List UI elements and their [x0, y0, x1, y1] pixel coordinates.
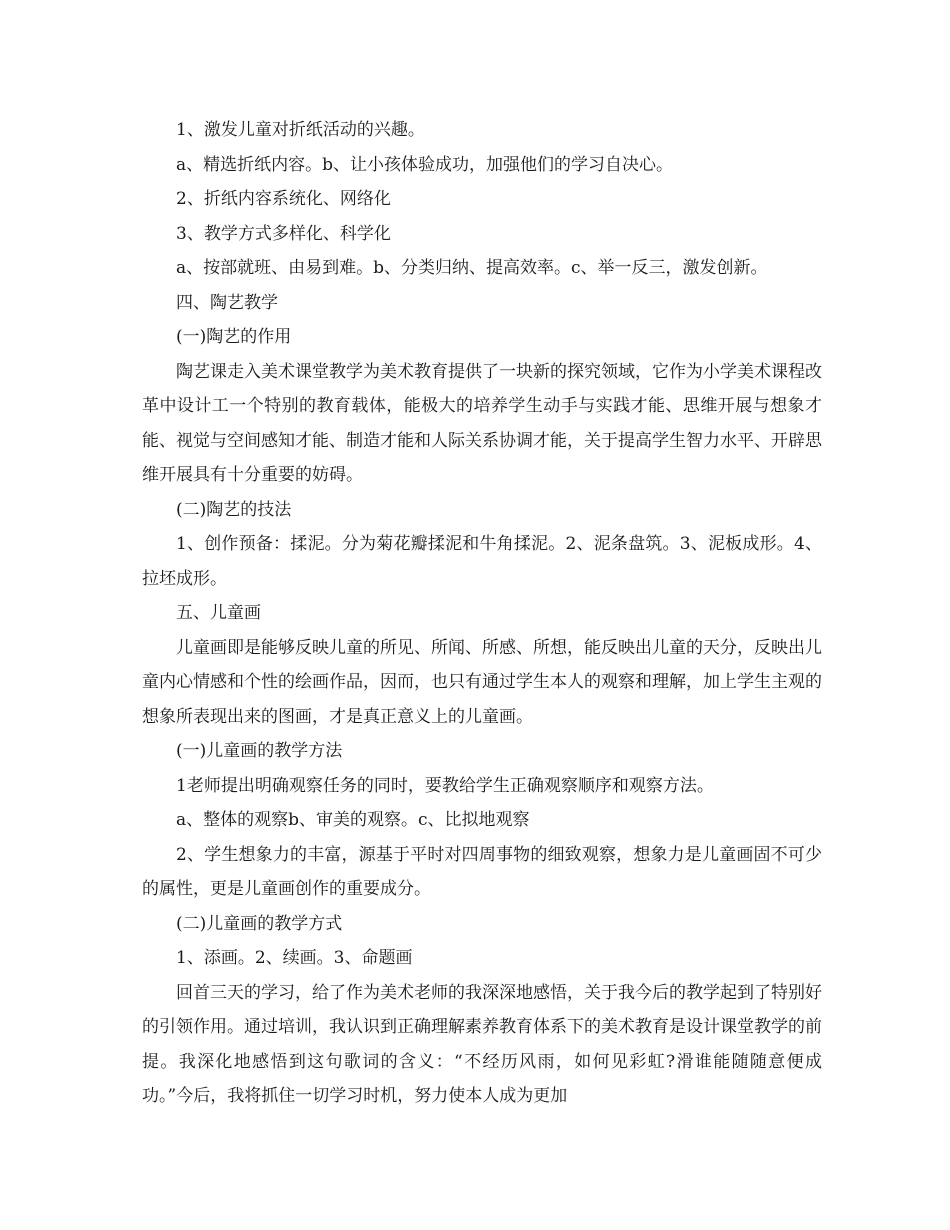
paragraph: 回首三天的学习，给了作为美术老师的我深深地感悟，关于我今后的教学起到了特别好的引领作用。通过培训，我认识到正确理解素养教育体系下的美术教育是设计课堂教学的前提。我深化地感悟到这句歌词的含义：“不经历风雨，如何见彩虹?滑谁能随随意便成功。”今后，我将抓住一切学习时机，努力使本人成为更加 — [142, 982, 822, 1106]
subsection-heading: (一)陶艺的作用 — [176, 327, 292, 347]
subsection-heading: (二)儿童画的教学方式 — [176, 913, 343, 934]
subsection-heading: (一)儿童画的教学方法 — [176, 741, 343, 761]
paragraph: 1老师提出明确观察任务的同时，要教给学生正确观察顺序和观察方法。 — [176, 775, 714, 796]
paragraph: 3、教学方式多样化、科学化 — [176, 223, 391, 244]
paragraph: 1、创作预备：揉泥。分为菊花瓣揉泥和牛角揉泥。2、泥条盘筑。3、泥板成形。4、拉坯成形。 — [142, 534, 822, 589]
paragraph: 儿童画即是能够反映儿童的所见、所闻、所感、所想，能反映出儿童的天分，反映出儿童内心情感和个性的绘画作品，因而，也只有通过学生本人的观察和理解，加上学生主观的想象所表现出来的图画，才是真正意义上的儿童画。 — [142, 637, 822, 727]
paragraph: a、按部就班、由易到难。b、分类归纳、提高效率。c、举一反三，激发创新。 — [176, 258, 768, 278]
document-body — [142, 113, 822, 1114]
paragraph: 1、激发儿童对折纸活动的兴趣。 — [176, 120, 425, 140]
paragraph: a、整体的观察b、审美的观察。c、比拟地观察 — [176, 810, 530, 830]
paragraph: 陶艺课走入美术课堂教学为美术教育提供了一块新的探究领域，它作为小学美术课程改革中设计工一个特别的教育载体，能极大的培养学生动手与实践才能、思维开展与想象才能、视觉与空间感知才能、制造才能和人际关系协调才能，关于提高学生智力水平、开辟思维开展具有十分重要的妨碍。 — [142, 361, 822, 485]
subsection-heading: (二)陶艺的技法 — [176, 499, 292, 520]
section-heading: 五、儿童画 — [176, 603, 261, 623]
section-heading: 四、陶艺教学 — [176, 292, 278, 313]
paragraph: 2、学生想象力的丰富，源基于平时对四周事物的细致观察，想象力是儿童画固不可少的属性，更是儿童画创作的重要成分。 — [142, 844, 822, 899]
paragraph: 1、添画。2、续画。3、命题画 — [176, 948, 413, 968]
paragraph: 2、折纸内容系统化、网络化 — [176, 189, 391, 209]
paragraph: a、精选折纸内容。b、让小孩体验成功，加强他们的学习自决心。 — [176, 154, 674, 175]
